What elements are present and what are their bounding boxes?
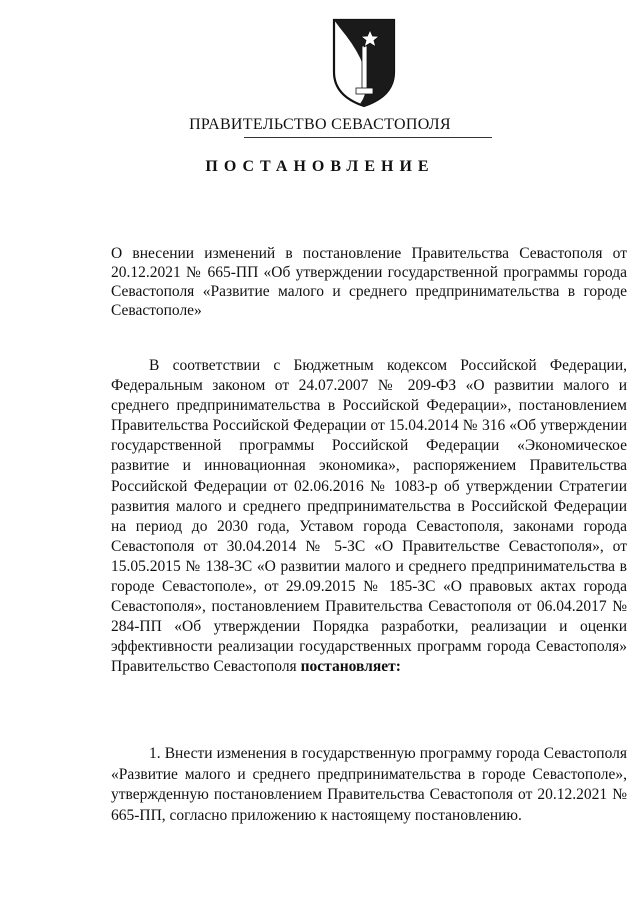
document-type: ПОСТАНОВЛЕНИЕ [205, 158, 435, 175]
title-underline [244, 137, 492, 138]
document-subject: О внесении изменений в постановление Правительства Севастополя от 20.12.2021 № 665-ПП «Об утверждении государственной программы города Севастополя «Развитие малого и среднего предпринимательства в городе Севастополе» [111, 245, 627, 319]
coat-of-arms-icon [330, 16, 398, 108]
decree-word: постановляет: [300, 658, 401, 676]
preamble-text: В соответствии с Бюджетным кодексом Российской Федерации, Федеральным законом от 24.07.2007 № 209-ФЗ «О развитии малого и среднего предпринимательства в Российской Федерации», постановлением Правительства Российской Федерации от 15.04.2014 № 316 «Об утверждении государственной программы Российской Федерации «Экономическое развитие и инновационная экономика», распоряжением Правительства Российской Федерации от 02.06.2016 № 1083-р об утверждении Стратегии развития малого и среднего предпринимательства в Российской Федерации на период до 2030 года, Уставом города Севастополя, законами города Севастополя от 30.04.2014 № 5-ЗС «О Правительстве Севастополя», от 15.05.2015 № 138-ЗС «О развитии малого и среднего предпринимательства в городе Севастополе», от 29.09.2015 № 185-ЗС «О правовых актах города Севастополя», постановлением Правительства Севастополя от 06.04.2017 № 284-ПП «Об утверждении Порядка разработки, реализации и оценки эффективности реализации государственных программ города Севастополя» Правительство Севастополя [111, 357, 627, 676]
government-name: ПРАВИТЕЛЬСТВО СЕВАСТОПОЛЯ [189, 116, 451, 133]
resolution-item-1: 1. Внести изменения в государственную программу города Севастополя «Развитие малого и среднего предпринимательства в городе Севастополе», утвержденную постановлением Правительства Севастополя от 20.12.2021 № 665-ПП, согласно приложению к настоящему постановлению. [111, 745, 627, 824]
preamble-paragraph [111, 356, 627, 678]
